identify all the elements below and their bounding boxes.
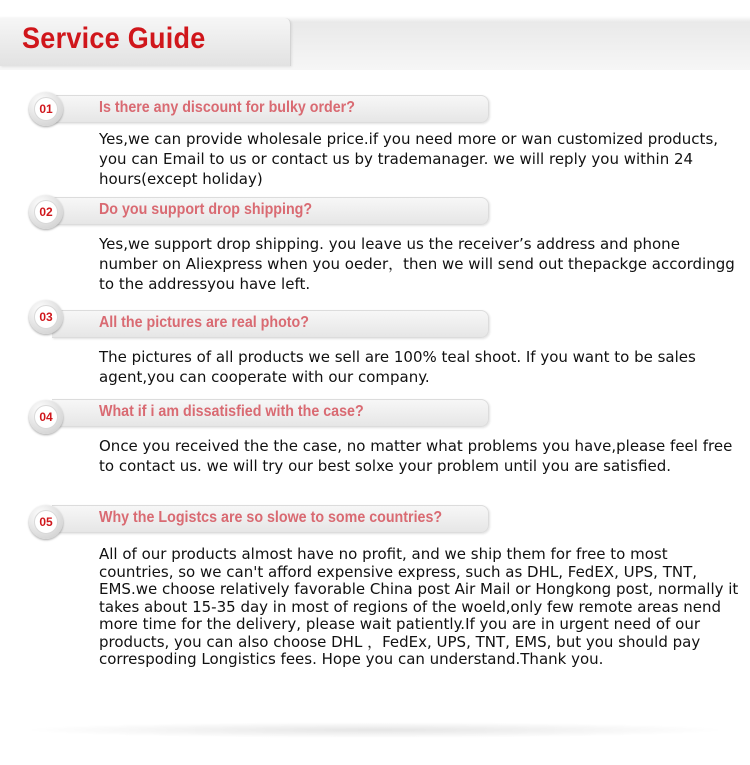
question-bar bbox=[52, 95, 489, 123]
number-badge bbox=[29, 195, 63, 229]
question-bar bbox=[52, 310, 489, 338]
question-text: Is there any discount for bulky order? bbox=[99, 99, 355, 116]
question-text: Do you support drop shipping? bbox=[99, 201, 313, 218]
number-badge bbox=[29, 400, 63, 434]
number-label: 01 bbox=[34, 97, 58, 121]
answer-text: Yes,we can provide wholesale price.if you need more or wan customized products, you can Email to us or contact us by trademanager. we will reply you within 24 hours(except holiday) bbox=[99, 130, 719, 188]
number-badge bbox=[29, 505, 63, 539]
answer-text: Once you received the the case, no matter what problems you have,please feel free to contact us. we will try our best solxe your problem until you are satisfied. bbox=[99, 437, 733, 475]
answer-text: The pictures of all products we sell are 100% teal shoot. If you want to be sales agent,you can cooperate with our company. bbox=[99, 348, 696, 386]
question-bar bbox=[52, 399, 489, 427]
question-text: What if i am dissatisfied with the case? bbox=[99, 403, 364, 420]
question-bar bbox=[52, 197, 489, 225]
number-badge bbox=[29, 92, 63, 126]
number-label: 04 bbox=[34, 405, 58, 429]
number-badge bbox=[29, 300, 63, 334]
answer-text: All of our products almost have no profit, and we ship them for free to most countries, so we can't afford expensive express, such as DHL, FedEX, UPS, TNT, EMS.we choose relatively favorable China post Air Mail or Hongkong post, normally it takes about 15-35 day in most of regions of the woeld,only few remote areas nend more time for the delivery, please wait patiently.If you are in urgent need of our products, you can also choose DHL ，FedEx, UPS, TNT, EMS, but you should pay correspoding Longistics fees. Hope you can understand.Thank you. bbox=[99, 545, 739, 668]
bottom-divider-shadow bbox=[20, 722, 730, 738]
number-label: 03 bbox=[34, 305, 58, 329]
answer-text: Yes,we support drop shipping. you leave us the receiver’s address and phone number on Aliexpress when you oeder，then we will send out thepackge accordingg to the addressyou have left. bbox=[99, 235, 735, 293]
page-title: Service Guide bbox=[22, 22, 206, 55]
number-label: 02 bbox=[34, 200, 58, 224]
question-bar bbox=[52, 505, 489, 533]
question-text: Why the Logistcs are so slowe to some countries? bbox=[99, 509, 443, 526]
question-text: All the pictures are real photo? bbox=[99, 314, 309, 331]
number-label: 05 bbox=[34, 510, 58, 534]
